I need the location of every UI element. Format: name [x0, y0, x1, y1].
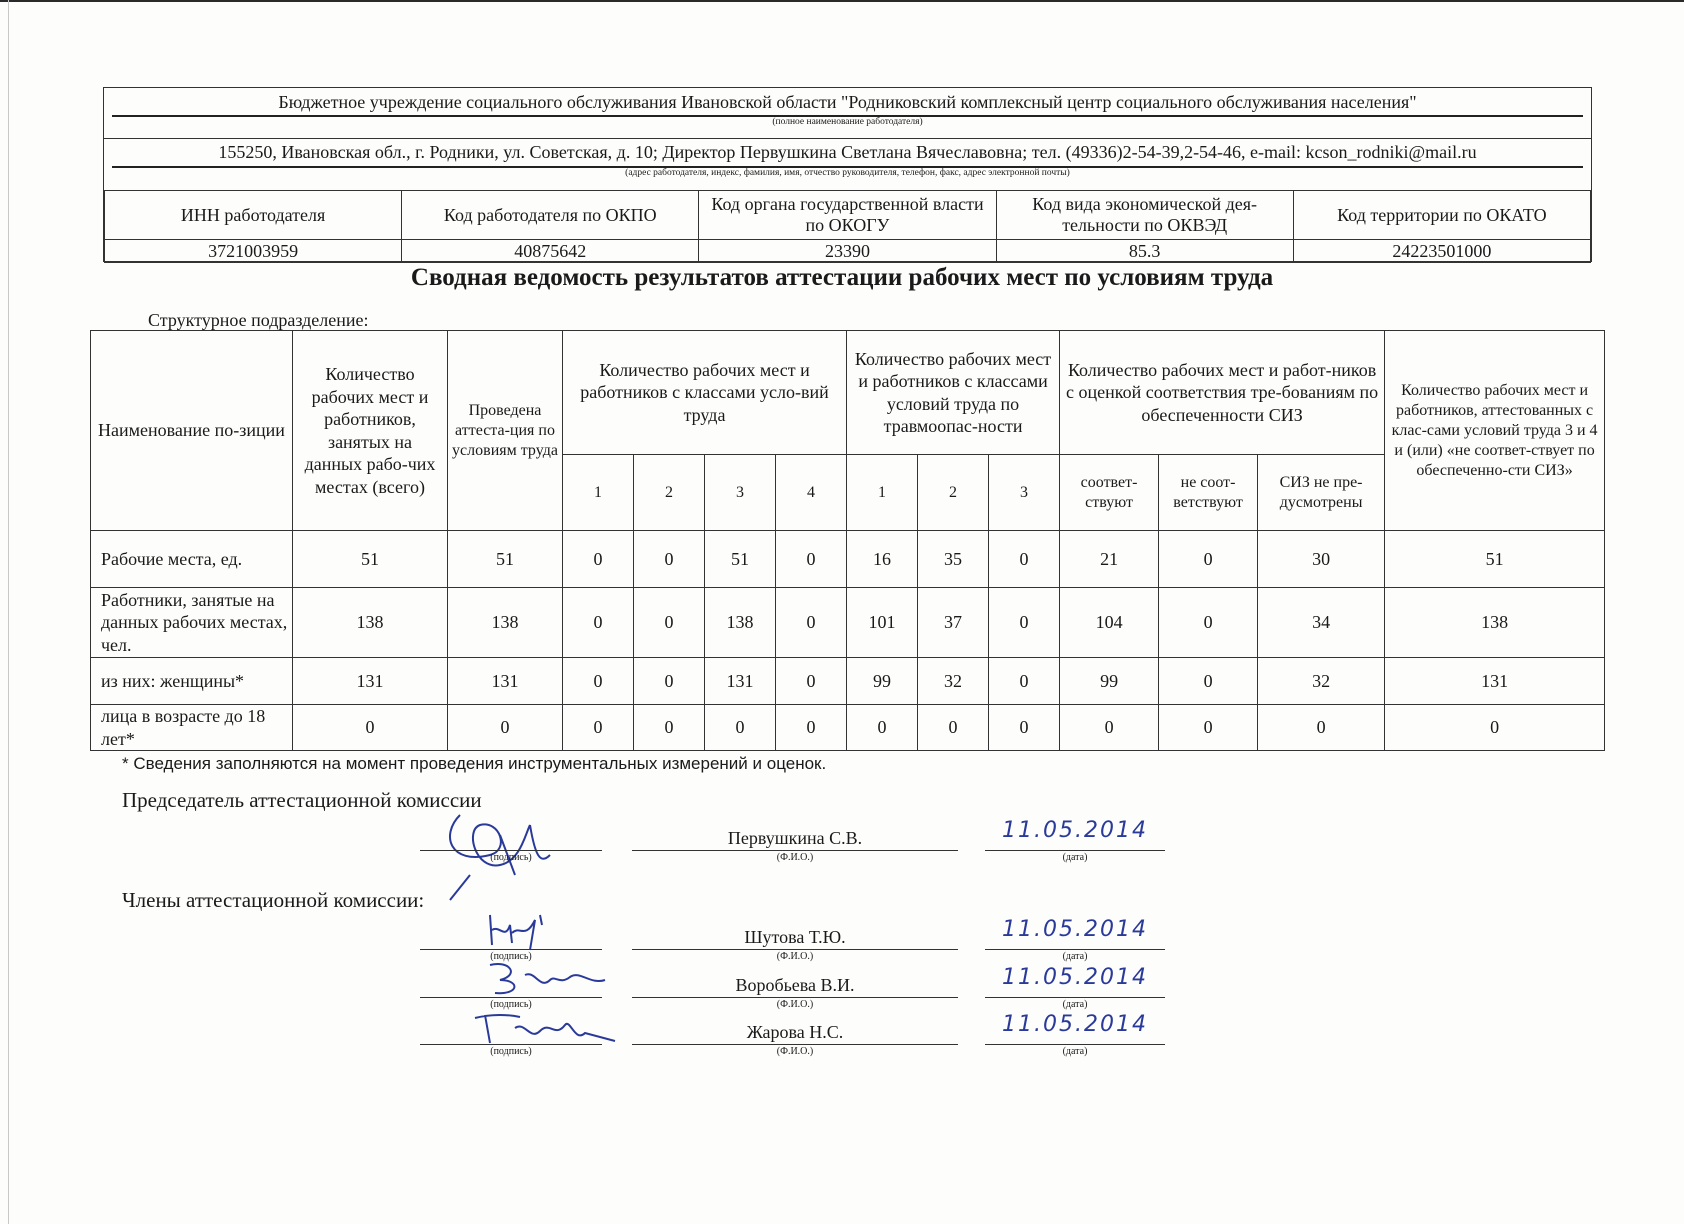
cell: 0: [634, 588, 705, 658]
cell: 131: [705, 658, 776, 705]
employer-name: Бюджетное учреждение социального обслуживания Ивановской области "Родниковский комплексный центр социального обслуживания населения": [278, 92, 1417, 112]
cell: 51: [293, 531, 448, 588]
results-table: [90, 330, 1605, 751]
cell: 32: [918, 658, 989, 705]
cell: 0: [705, 705, 776, 751]
code-value: 24223501000: [1293, 240, 1590, 263]
header-name: Наименование по-зиции: [91, 331, 293, 531]
row-label: Работники, занятые на данных рабочих местах, чел.: [91, 588, 293, 658]
document-title: Сводная ведомость результатов аттестации рабочих мест по условиям труда: [410, 264, 1274, 291]
cell: 0: [989, 531, 1060, 588]
cell: 0: [989, 588, 1060, 658]
cell: 0: [989, 705, 1060, 751]
class-num: 3: [705, 455, 776, 531]
signature-caption: (подпись): [490, 951, 532, 962]
cell: 0: [776, 658, 847, 705]
date-value: 11.05.2014: [1002, 965, 1148, 990]
signature-line: [420, 850, 602, 851]
signature-line: [420, 997, 602, 998]
trauma-num: 3: [989, 455, 1060, 531]
table-row: [91, 705, 1605, 751]
siz-col: соответ-ствуют: [1060, 455, 1159, 531]
date-line: [985, 949, 1165, 950]
cell: 37: [918, 588, 989, 658]
siz-col: СИЗ не пре-дусмотрены: [1258, 455, 1385, 531]
table-row: [91, 531, 1605, 588]
header-siz: Количество рабочих мест и работ-ников с оценкой соответствия тре-бованиям по обеспеченности СИЗ: [1060, 331, 1385, 455]
cell: 0: [634, 531, 705, 588]
date-line: [985, 997, 1165, 998]
fio-caption: (Ф.И.О.): [776, 852, 814, 863]
cell: 0: [634, 658, 705, 705]
header-classes: Количество рабочих мест и работников с классами усло-вий труда: [563, 331, 847, 455]
header-attested: Проведена аттеста-ция по условиям труда: [448, 331, 563, 531]
cell: 138: [293, 588, 448, 658]
fio-value: Воробьева В.И.: [735, 975, 855, 995]
divider: [104, 138, 1591, 139]
class-num: 4: [776, 455, 847, 531]
header-last: Количество рабочих мест и работников, аттестованных с клас-сами условий труда 3 и 4 и (или) «не соответ-ствует по обеспеченно-сти СИЗ»: [1385, 331, 1605, 531]
cell: 0: [1060, 705, 1159, 751]
cell: 0: [1159, 531, 1258, 588]
members-label: Члены аттестационной комиссии:: [122, 888, 425, 912]
cell: 99: [847, 658, 918, 705]
date-value: 11.05.2014: [1002, 1012, 1148, 1037]
chairman-label: Председатель аттестационной комиссии: [122, 788, 482, 812]
cell: 138: [705, 588, 776, 658]
header-trauma: Количество рабочих мест и работников с классами условий труда по травмоопас-ности: [847, 331, 1060, 455]
fio-value: Шутова Т.Ю.: [744, 927, 846, 947]
top-border: [0, 0, 1684, 2]
cell: 0: [1385, 705, 1605, 751]
code-value: 85.3: [996, 240, 1293, 263]
fio-caption: (Ф.И.О.): [776, 999, 814, 1010]
cell: 0: [989, 658, 1060, 705]
cell: 35: [918, 531, 989, 588]
cell: 0: [776, 531, 847, 588]
fio-value: Жарова Н.С.: [746, 1022, 844, 1042]
cell: 0: [293, 705, 448, 751]
trauma-num: 2: [918, 455, 989, 531]
header-total: Количество рабочих мест и работников, занятых на данных рабо-чих местах (всего): [293, 331, 448, 531]
date-caption: (дата): [1062, 951, 1088, 962]
cell: 138: [1385, 588, 1605, 658]
cell: 131: [293, 658, 448, 705]
fio-line: [632, 949, 958, 950]
cell: 0: [563, 658, 634, 705]
date-value: 11.05.2014: [1002, 818, 1148, 843]
fio-line: [632, 1044, 958, 1045]
cell: 0: [918, 705, 989, 751]
footnote: * Сведения заполняются на момент проведения инструментальных измерений и оценок.: [122, 754, 827, 773]
employer-name-caption: (полное наименование работодателя): [772, 117, 923, 127]
codes-table: [104, 190, 1591, 263]
cell: 0: [1159, 658, 1258, 705]
cell: 131: [448, 658, 563, 705]
cell: 138: [448, 588, 563, 658]
date-line: [985, 1044, 1165, 1045]
code-header: Код работодателя по ОКПО: [402, 191, 699, 240]
cell: 0: [563, 588, 634, 658]
signature-caption: (подпись): [490, 1046, 532, 1057]
signature-line: [420, 949, 602, 950]
cell: 0: [776, 588, 847, 658]
trauma-num: 1: [847, 455, 918, 531]
cell: 51: [705, 531, 776, 588]
cell: 32: [1258, 658, 1385, 705]
date-caption: (дата): [1062, 1046, 1088, 1057]
class-num: 2: [634, 455, 705, 531]
code-value: 40875642: [402, 240, 699, 263]
siz-col: не соот-ветствуют: [1159, 455, 1258, 531]
date-line: [985, 850, 1165, 851]
date-caption: (дата): [1062, 999, 1088, 1010]
cell: 0: [1159, 705, 1258, 751]
cell: 21: [1060, 531, 1159, 588]
fio-caption: (Ф.И.О.): [776, 951, 814, 962]
cell: 0: [847, 705, 918, 751]
code-header: ИНН работодателя: [105, 191, 402, 240]
cell: 0: [1258, 705, 1385, 751]
left-border: [8, 0, 9, 1224]
class-num: 1: [563, 455, 634, 531]
cell: 0: [563, 531, 634, 588]
cell: 0: [634, 705, 705, 751]
code-value: 3721003959: [105, 240, 402, 263]
cell: 101: [847, 588, 918, 658]
date-value: 11.05.2014: [1002, 917, 1148, 942]
cell: 16: [847, 531, 918, 588]
row-label: Рабочие места, ед.: [91, 531, 293, 588]
signature-caption: (подпись): [490, 852, 532, 863]
code-header: Код органа государственной власти по ОКОГУ: [699, 191, 996, 240]
cell: 104: [1060, 588, 1159, 658]
code-header: Код территории по ОКАТО: [1293, 191, 1590, 240]
cell: 0: [776, 705, 847, 751]
employer-address: 155250, Ивановская обл., г. Родники, ул. Советская, д. 10; Директор Первушкина Светлана Вячеславовна; тел. (49336)2-54-39,2-54-46, e-mail: kcson_rodniki@mail.ru: [218, 142, 1477, 162]
table-row: [91, 658, 1605, 705]
table-row: [91, 588, 1605, 658]
fio-caption: (Ф.И.О.): [776, 1046, 814, 1057]
cell: 0: [1159, 588, 1258, 658]
subdivision-label: Структурное подразделение:: [148, 310, 369, 330]
cell: 0: [448, 705, 563, 751]
cell: 99: [1060, 658, 1159, 705]
date-caption: (дата): [1062, 852, 1088, 863]
signature-mark: [480, 905, 590, 955]
row-label: лица в возрасте до 18 лет*: [91, 705, 293, 751]
fio-value: Первушкина С.В.: [727, 828, 863, 848]
cell: 30: [1258, 531, 1385, 588]
cell: 131: [1385, 658, 1605, 705]
row-label: из них: женщины*: [91, 658, 293, 705]
signature-line: [420, 1044, 602, 1045]
signature-caption: (подпись): [490, 999, 532, 1010]
signature-mark: [480, 955, 610, 1000]
fio-line: [632, 850, 958, 851]
code-header: Код вида экономической дея-тельности по ОКВЭД: [996, 191, 1293, 240]
employer-address-caption: (адрес работодателя, индекс, фамилия, имя, отчество руководителя, телефон, факс, адрес электронной почты): [625, 168, 1070, 178]
cell: 0: [563, 705, 634, 751]
fio-line: [632, 997, 958, 998]
employer-header: [103, 87, 1592, 262]
cell: 51: [1385, 531, 1605, 588]
code-value: 23390: [699, 240, 996, 263]
cell: 34: [1258, 588, 1385, 658]
cell: 51: [448, 531, 563, 588]
